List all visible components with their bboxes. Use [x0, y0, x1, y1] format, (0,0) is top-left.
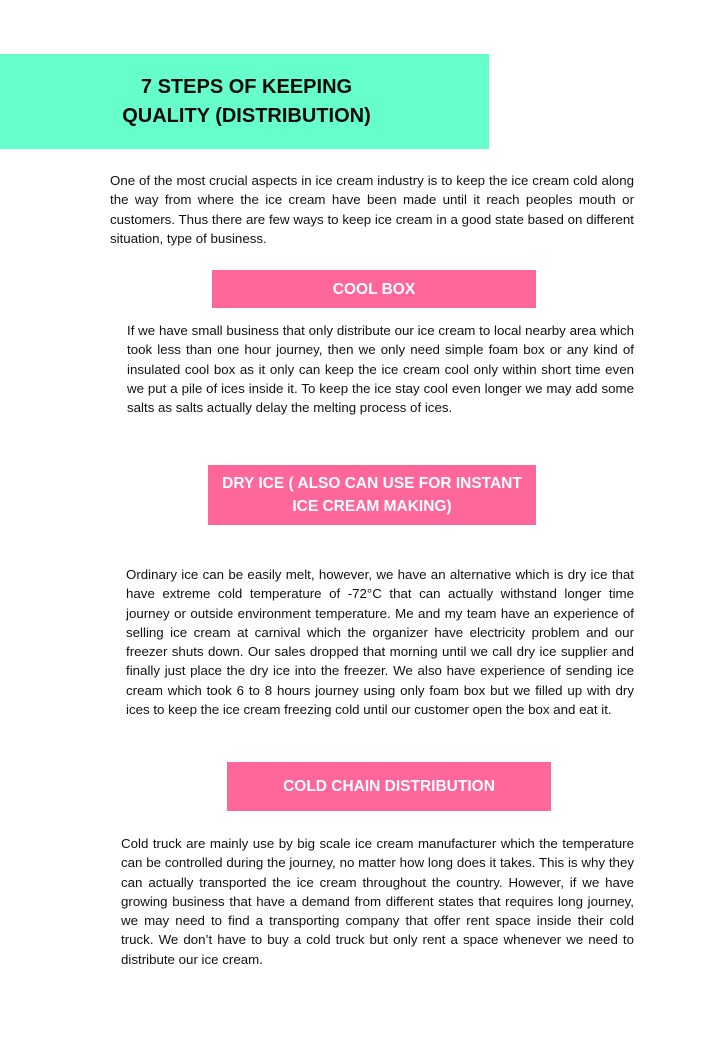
section-heading-cool-box [212, 270, 536, 308]
section-heading-dry-ice [208, 465, 536, 525]
section-heading-cold-chain [227, 762, 551, 811]
section-heading-label: DRY ICE ( ALSO CAN USE FOR INSTANT ICE CREAM MAKING) [222, 475, 522, 515]
title-banner [0, 54, 489, 149]
section-body-cool-box: If we have small business that only distribute our ice cream to local nearby area which took less than one hour journey, then we only need simple foam box or any kind of insulated cool box as it only can keep the ice cream cool only within short time even we put a pile of ices inside it. To keep the ice stay cool even longer we may add some salts as salts actually delay the melting process of ices. [127, 323, 634, 416]
intro-paragraph: One of the most crucial aspects in ice cream industry is to keep the ice cream cold along the way from where the ice cream have been made until it reach peoples mouth or customers. Thus there are few ways to keep ice cream in a good state based on different situation, type of business. [110, 173, 634, 246]
section-heading-label: COLD CHAIN DISTRIBUTION [283, 778, 495, 795]
section-heading-label: COOL BOX [332, 280, 416, 298]
page-title: 7 STEPS OF KEEPING QUALITY (DISTRIBUTION) [122, 75, 371, 127]
section-body-cold-chain: Cold truck are mainly use by big scale ice cream manufacturer which the temperature can be controlled during the journey, no matter how long does it takes. This is why they can actually transported the ice cream throughout the country. However, if we have growing business that have a demand from different states that requires long journey, we may need to find a transporting company that offer rent space inside their cold truck. We don’t have to buy a cold truck but only rent a space whenever we need to distribute our ice cream. [121, 836, 634, 967]
section-body-dry-ice: Ordinary ice can be easily melt, however, we have an alternative which is dry ice that have extreme cold temperature of -72°C that can actually withstand longer time journey or outside environment temperature. Me and my team have an experience of selling ice cream at carnival which the organizer have electricity problem and our freezer shuts down. Our sales dropped that morning until we call dry ice supplier and finally just place the dry ice into the freezer. We also have experience of sending ice cream which took 6 to 8 hours journey using only foam box but we filled up with dry ices to keep the ice cream freezing cold until our customer open the box and eat it. [126, 567, 634, 718]
